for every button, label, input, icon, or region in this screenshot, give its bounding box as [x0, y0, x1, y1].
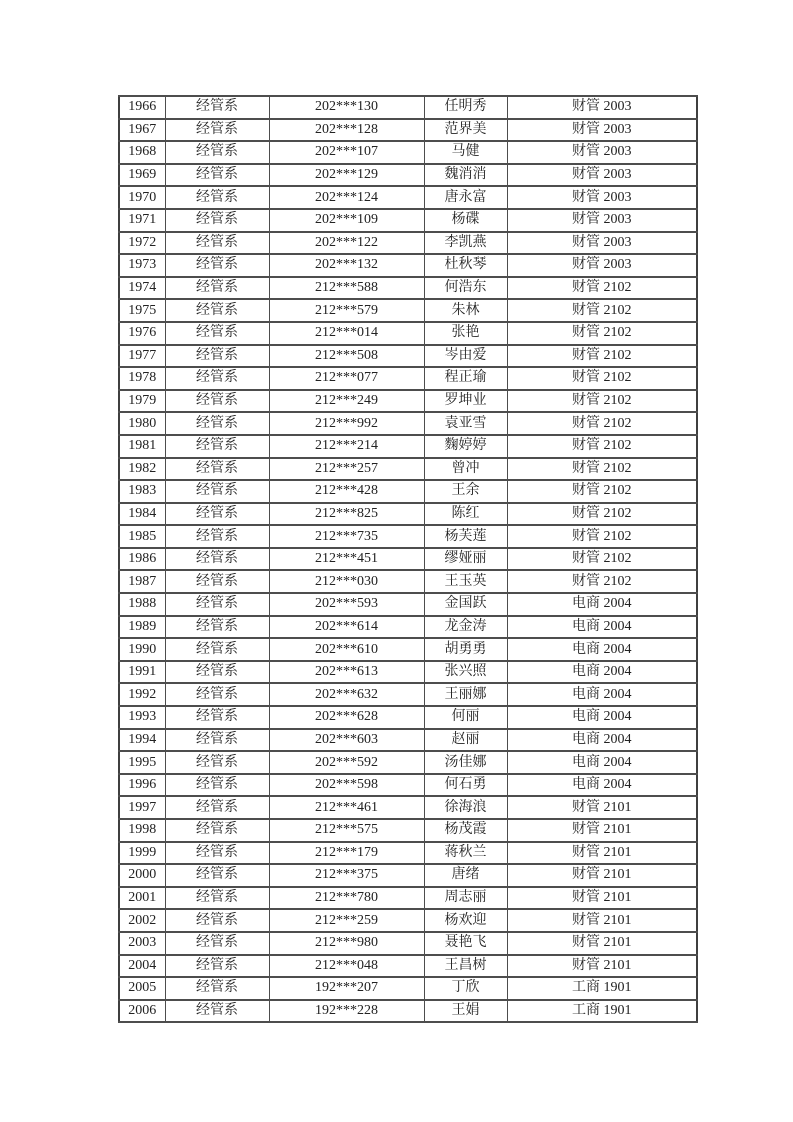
student-name-cell: 汤佳娜 — [424, 751, 507, 774]
table-row — [119, 819, 697, 842]
class-cell: 财管 2101 — [507, 955, 697, 978]
table-row — [119, 96, 697, 119]
student-name-cell: 金国跃 — [424, 593, 507, 616]
class-cell: 财管 2003 — [507, 254, 697, 277]
student-name-cell: 王昌树 — [424, 955, 507, 978]
table-row — [119, 458, 697, 481]
row-number-cell: 1982 — [119, 458, 165, 481]
class-cell: 工商 1901 — [507, 977, 697, 1000]
table-row — [119, 390, 697, 413]
table-row — [119, 164, 697, 187]
row-number-cell: 1995 — [119, 751, 165, 774]
department-cell: 经管系 — [165, 390, 269, 413]
student-roster-table — [118, 95, 698, 1023]
table-row — [119, 186, 697, 209]
student-name-cell: 何石勇 — [424, 774, 507, 797]
class-cell: 财管 2003 — [507, 119, 697, 142]
table-row — [119, 887, 697, 910]
student-id-cell: 212***375 — [269, 864, 424, 887]
student-id-cell: 212***214 — [269, 435, 424, 458]
class-cell: 财管 2003 — [507, 232, 697, 255]
student-id-cell: 202***122 — [269, 232, 424, 255]
class-cell: 财管 2102 — [507, 458, 697, 481]
student-name-cell: 任明秀 — [424, 96, 507, 119]
class-cell: 财管 2101 — [507, 887, 697, 910]
table-row — [119, 683, 697, 706]
row-number-cell: 1968 — [119, 141, 165, 164]
class-cell: 财管 2003 — [507, 186, 697, 209]
row-number-cell: 2002 — [119, 909, 165, 932]
student-name-cell: 曾冲 — [424, 458, 507, 481]
student-id-cell: 202***107 — [269, 141, 424, 164]
student-id-cell: 202***593 — [269, 593, 424, 616]
table-row — [119, 729, 697, 752]
department-cell: 经管系 — [165, 864, 269, 887]
student-name-cell: 王丽娜 — [424, 683, 507, 706]
table-row — [119, 751, 697, 774]
department-cell: 经管系 — [165, 322, 269, 345]
student-id-cell: 212***575 — [269, 819, 424, 842]
department-cell: 经管系 — [165, 367, 269, 390]
student-id-cell: 212***735 — [269, 525, 424, 548]
department-cell: 经管系 — [165, 480, 269, 503]
class-cell: 财管 2102 — [507, 435, 697, 458]
student-id-cell: 202***130 — [269, 96, 424, 119]
roster-body — [119, 96, 697, 1022]
class-cell: 财管 2101 — [507, 932, 697, 955]
student-id-cell: 212***588 — [269, 277, 424, 300]
department-cell: 经管系 — [165, 593, 269, 616]
student-id-cell: 212***077 — [269, 367, 424, 390]
class-cell: 财管 2102 — [507, 367, 697, 390]
department-cell: 经管系 — [165, 1000, 269, 1023]
department-cell: 经管系 — [165, 955, 269, 978]
student-id-cell: 212***179 — [269, 842, 424, 865]
table-row — [119, 277, 697, 300]
table-row — [119, 299, 697, 322]
class-cell: 财管 2102 — [507, 345, 697, 368]
department-cell: 经管系 — [165, 932, 269, 955]
student-id-cell: 212***030 — [269, 570, 424, 593]
row-number-cell: 1969 — [119, 164, 165, 187]
department-cell: 经管系 — [165, 638, 269, 661]
row-number-cell: 1986 — [119, 548, 165, 571]
class-cell: 财管 2102 — [507, 322, 697, 345]
table-row — [119, 706, 697, 729]
table-row — [119, 209, 697, 232]
row-number-cell: 1992 — [119, 683, 165, 706]
department-cell: 经管系 — [165, 887, 269, 910]
student-name-cell: 麴婷婷 — [424, 435, 507, 458]
department-cell: 经管系 — [165, 186, 269, 209]
row-number-cell: 2000 — [119, 864, 165, 887]
department-cell: 经管系 — [165, 254, 269, 277]
class-cell: 财管 2101 — [507, 909, 697, 932]
table-row — [119, 232, 697, 255]
table-row — [119, 842, 697, 865]
student-name-cell: 周志丽 — [424, 887, 507, 910]
row-number-cell: 1996 — [119, 774, 165, 797]
student-name-cell: 何丽 — [424, 706, 507, 729]
student-name-cell: 缪娅丽 — [424, 548, 507, 571]
department-cell: 经管系 — [165, 525, 269, 548]
row-number-cell: 1976 — [119, 322, 165, 345]
student-name-cell: 陈红 — [424, 503, 507, 526]
table-row — [119, 435, 697, 458]
student-name-cell: 杜秋琴 — [424, 254, 507, 277]
student-name-cell: 丁欣 — [424, 977, 507, 1000]
class-cell: 财管 2102 — [507, 299, 697, 322]
table-row — [119, 367, 697, 390]
row-number-cell: 1972 — [119, 232, 165, 255]
row-number-cell: 1991 — [119, 661, 165, 684]
student-name-cell: 唐绪 — [424, 864, 507, 887]
row-number-cell: 1979 — [119, 390, 165, 413]
department-cell: 经管系 — [165, 751, 269, 774]
row-number-cell: 1975 — [119, 299, 165, 322]
student-id-cell: 212***579 — [269, 299, 424, 322]
student-id-cell: 212***980 — [269, 932, 424, 955]
table-row — [119, 141, 697, 164]
department-cell: 经管系 — [165, 277, 269, 300]
class-cell: 财管 2102 — [507, 525, 697, 548]
student-id-cell: 212***014 — [269, 322, 424, 345]
student-name-cell: 杨芙莲 — [424, 525, 507, 548]
table-row — [119, 593, 697, 616]
table-row — [119, 638, 697, 661]
class-cell: 财管 2102 — [507, 503, 697, 526]
student-name-cell: 杨欢迎 — [424, 909, 507, 932]
class-cell: 财管 2102 — [507, 480, 697, 503]
table-row — [119, 661, 697, 684]
department-cell: 经管系 — [165, 96, 269, 119]
class-cell: 电商 2004 — [507, 661, 697, 684]
row-number-cell: 1999 — [119, 842, 165, 865]
class-cell: 电商 2004 — [507, 593, 697, 616]
student-id-cell: 202***610 — [269, 638, 424, 661]
student-name-cell: 龙金涛 — [424, 616, 507, 639]
class-cell: 财管 2102 — [507, 277, 697, 300]
class-cell: 电商 2004 — [507, 616, 697, 639]
student-name-cell: 袁亚雪 — [424, 412, 507, 435]
table-row — [119, 119, 697, 142]
class-cell: 电商 2004 — [507, 774, 697, 797]
class-cell: 财管 2003 — [507, 96, 697, 119]
student-id-cell: 202***598 — [269, 774, 424, 797]
table-row — [119, 322, 697, 345]
row-number-cell: 1977 — [119, 345, 165, 368]
class-cell: 财管 2101 — [507, 819, 697, 842]
row-number-cell: 1970 — [119, 186, 165, 209]
class-cell: 财管 2003 — [507, 209, 697, 232]
row-number-cell: 1971 — [119, 209, 165, 232]
row-number-cell: 2005 — [119, 977, 165, 1000]
student-name-cell: 范界美 — [424, 119, 507, 142]
student-name-cell: 马健 — [424, 141, 507, 164]
student-name-cell: 杨碟 — [424, 209, 507, 232]
row-number-cell: 1993 — [119, 706, 165, 729]
department-cell: 经管系 — [165, 977, 269, 1000]
department-cell: 经管系 — [165, 548, 269, 571]
student-id-cell: 202***132 — [269, 254, 424, 277]
student-id-cell: 202***632 — [269, 683, 424, 706]
class-cell: 财管 2102 — [507, 570, 697, 593]
department-cell: 经管系 — [165, 570, 269, 593]
row-number-cell: 1981 — [119, 435, 165, 458]
student-id-cell: 202***592 — [269, 751, 424, 774]
class-cell: 财管 2102 — [507, 390, 697, 413]
student-name-cell: 聂艳飞 — [424, 932, 507, 955]
student-id-cell: 212***780 — [269, 887, 424, 910]
row-number-cell: 1985 — [119, 525, 165, 548]
department-cell: 经管系 — [165, 774, 269, 797]
class-cell: 财管 2101 — [507, 796, 697, 819]
student-name-cell: 王娟 — [424, 1000, 507, 1023]
table-row — [119, 345, 697, 368]
row-number-cell: 1978 — [119, 367, 165, 390]
row-number-cell: 2004 — [119, 955, 165, 978]
table-row — [119, 570, 697, 593]
department-cell: 经管系 — [165, 412, 269, 435]
table-row — [119, 548, 697, 571]
row-number-cell: 1984 — [119, 503, 165, 526]
student-name-cell: 徐海浪 — [424, 796, 507, 819]
table-row — [119, 525, 697, 548]
student-name-cell: 程正瑜 — [424, 367, 507, 390]
department-cell: 经管系 — [165, 232, 269, 255]
student-id-cell: 202***109 — [269, 209, 424, 232]
student-name-cell: 张兴照 — [424, 661, 507, 684]
table-row — [119, 412, 697, 435]
table-row — [119, 977, 697, 1000]
student-id-cell: 212***428 — [269, 480, 424, 503]
class-cell: 电商 2004 — [507, 683, 697, 706]
row-number-cell: 1967 — [119, 119, 165, 142]
table-row — [119, 774, 697, 797]
student-id-cell: 202***128 — [269, 119, 424, 142]
student-id-cell: 192***207 — [269, 977, 424, 1000]
row-number-cell: 2001 — [119, 887, 165, 910]
row-number-cell: 1973 — [119, 254, 165, 277]
student-id-cell: 212***992 — [269, 412, 424, 435]
student-name-cell: 何浩东 — [424, 277, 507, 300]
student-id-cell: 202***614 — [269, 616, 424, 639]
class-cell: 财管 2003 — [507, 141, 697, 164]
department-cell: 经管系 — [165, 345, 269, 368]
department-cell: 经管系 — [165, 616, 269, 639]
student-name-cell: 朱林 — [424, 299, 507, 322]
department-cell: 经管系 — [165, 458, 269, 481]
row-number-cell: 2003 — [119, 932, 165, 955]
class-cell: 财管 2101 — [507, 864, 697, 887]
class-cell: 工商 1901 — [507, 1000, 697, 1023]
student-name-cell: 王玉英 — [424, 570, 507, 593]
department-cell: 经管系 — [165, 909, 269, 932]
row-number-cell: 1974 — [119, 277, 165, 300]
student-id-cell: 202***603 — [269, 729, 424, 752]
student-id-cell: 212***249 — [269, 390, 424, 413]
table-row — [119, 909, 697, 932]
student-id-cell: 212***257 — [269, 458, 424, 481]
row-number-cell: 1988 — [119, 593, 165, 616]
student-id-cell: 212***461 — [269, 796, 424, 819]
student-name-cell: 王余 — [424, 480, 507, 503]
student-name-cell: 蒋秋兰 — [424, 842, 507, 865]
row-number-cell: 1997 — [119, 796, 165, 819]
department-cell: 经管系 — [165, 842, 269, 865]
table-row — [119, 480, 697, 503]
department-cell: 经管系 — [165, 119, 269, 142]
table-row — [119, 254, 697, 277]
student-name-cell: 岑由爱 — [424, 345, 507, 368]
department-cell: 经管系 — [165, 796, 269, 819]
class-cell: 电商 2004 — [507, 751, 697, 774]
student-id-cell: 212***508 — [269, 345, 424, 368]
table-row — [119, 955, 697, 978]
student-name-cell: 赵丽 — [424, 729, 507, 752]
department-cell: 经管系 — [165, 706, 269, 729]
class-cell: 电商 2004 — [507, 706, 697, 729]
department-cell: 经管系 — [165, 729, 269, 752]
class-cell: 财管 2102 — [507, 548, 697, 571]
row-number-cell: 1987 — [119, 570, 165, 593]
department-cell: 经管系 — [165, 819, 269, 842]
student-name-cell: 魏消消 — [424, 164, 507, 187]
department-cell: 经管系 — [165, 503, 269, 526]
class-cell: 财管 2101 — [507, 842, 697, 865]
student-name-cell: 李凯燕 — [424, 232, 507, 255]
department-cell: 经管系 — [165, 164, 269, 187]
table-row — [119, 796, 697, 819]
row-number-cell: 1966 — [119, 96, 165, 119]
department-cell: 经管系 — [165, 299, 269, 322]
student-id-cell: 212***825 — [269, 503, 424, 526]
student-id-cell: 202***124 — [269, 186, 424, 209]
student-name-cell: 罗坤业 — [424, 390, 507, 413]
student-id-cell: 212***259 — [269, 909, 424, 932]
student-name-cell: 杨茂霞 — [424, 819, 507, 842]
table-row — [119, 503, 697, 526]
department-cell: 经管系 — [165, 661, 269, 684]
student-id-cell: 212***048 — [269, 955, 424, 978]
department-cell: 经管系 — [165, 209, 269, 232]
student-id-cell: 202***129 — [269, 164, 424, 187]
row-number-cell: 1994 — [119, 729, 165, 752]
class-cell: 电商 2004 — [507, 729, 697, 752]
class-cell: 电商 2004 — [507, 638, 697, 661]
class-cell: 财管 2003 — [507, 164, 697, 187]
department-cell: 经管系 — [165, 683, 269, 706]
row-number-cell: 2006 — [119, 1000, 165, 1023]
table-row — [119, 1000, 697, 1023]
row-number-cell: 1989 — [119, 616, 165, 639]
row-number-cell: 1983 — [119, 480, 165, 503]
department-cell: 经管系 — [165, 141, 269, 164]
row-number-cell: 1990 — [119, 638, 165, 661]
student-name-cell: 张艳 — [424, 322, 507, 345]
row-number-cell: 1998 — [119, 819, 165, 842]
class-cell: 财管 2102 — [507, 412, 697, 435]
student-name-cell: 胡勇勇 — [424, 638, 507, 661]
student-id-cell: 202***613 — [269, 661, 424, 684]
row-number-cell: 1980 — [119, 412, 165, 435]
department-cell: 经管系 — [165, 435, 269, 458]
student-name-cell: 唐永富 — [424, 186, 507, 209]
student-id-cell: 202***628 — [269, 706, 424, 729]
student-id-cell: 192***228 — [269, 1000, 424, 1023]
table-row — [119, 932, 697, 955]
table-row — [119, 864, 697, 887]
student-id-cell: 212***451 — [269, 548, 424, 571]
table-row — [119, 616, 697, 639]
